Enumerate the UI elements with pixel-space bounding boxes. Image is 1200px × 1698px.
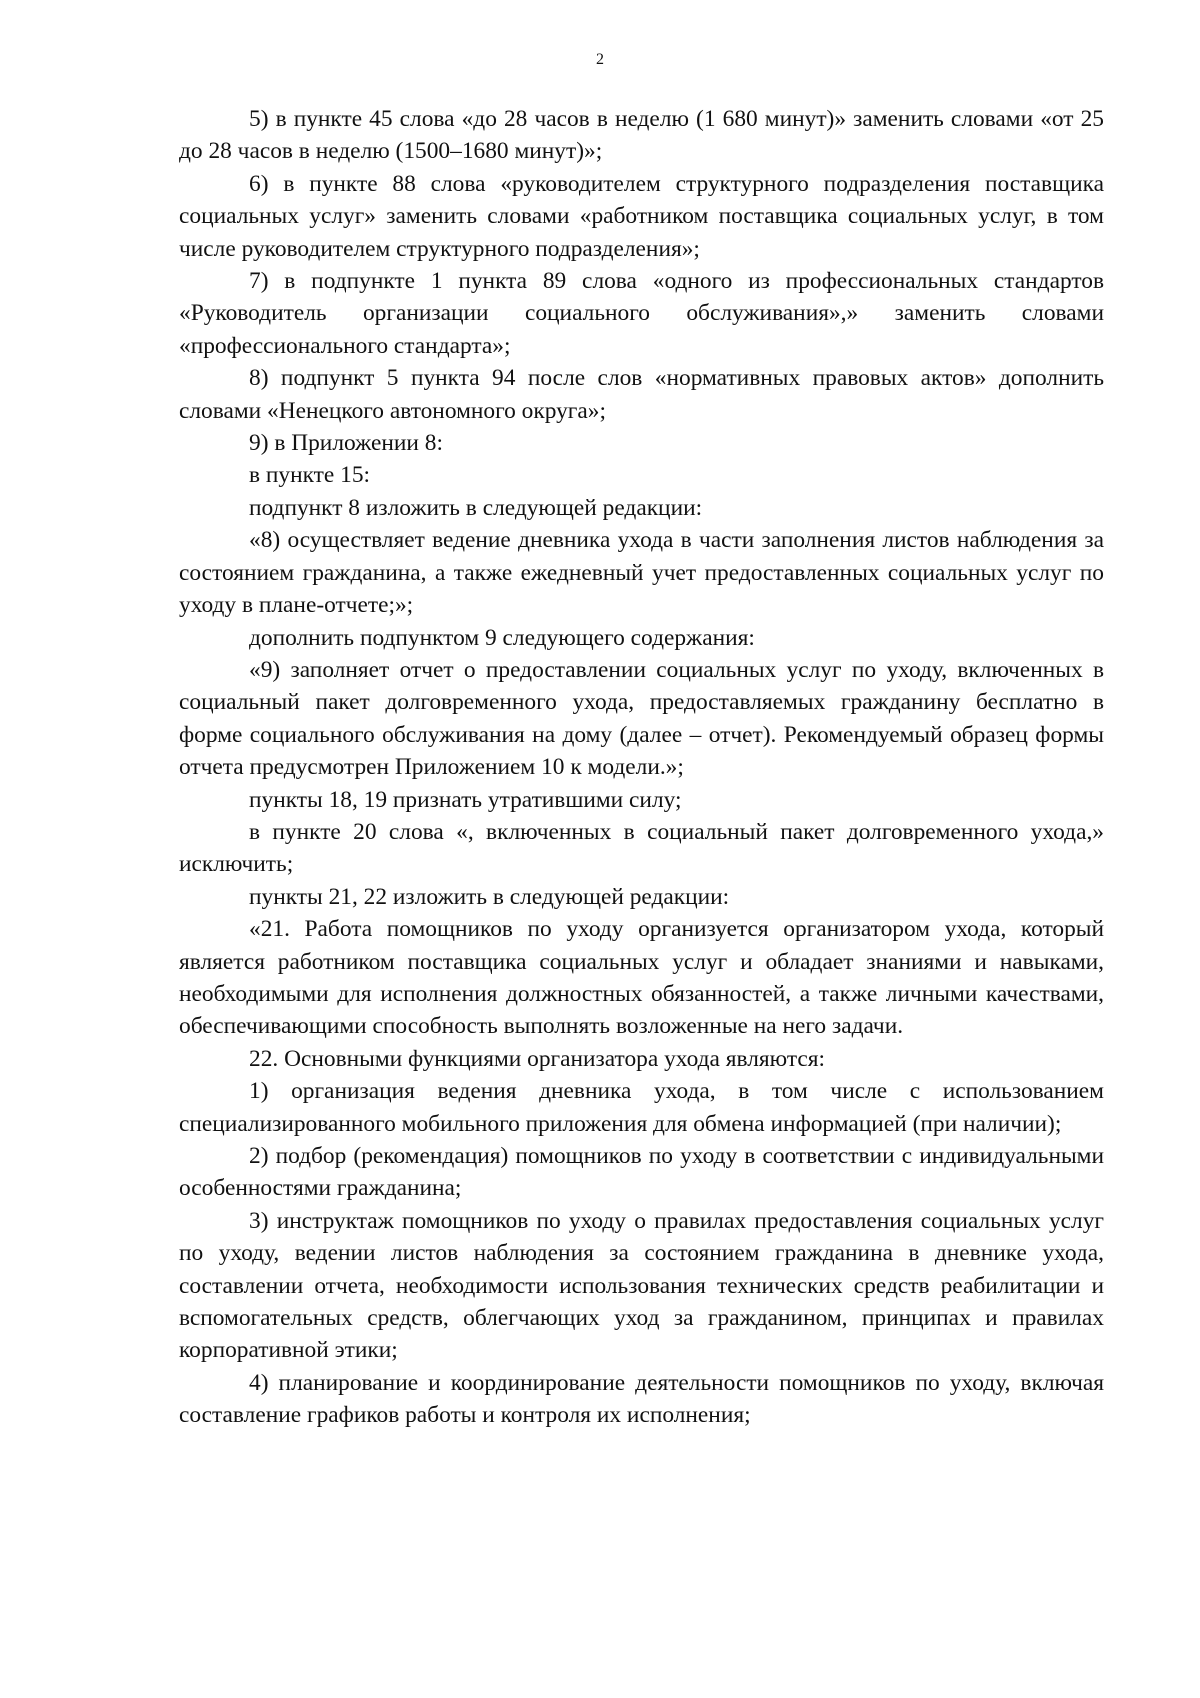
paragraph: пункты 21, 22 изложить в следующей редакции: xyxy=(249,883,730,910)
paragraph: 22. Основными функциями организатора ухода являются: xyxy=(249,1045,825,1072)
paragraph: 8) подпункт 5 пункта 94 после слов «нормативных правовых актов» дополнить словами «Ненецкого автономного округа»; xyxy=(179,365,1104,424)
paragraph: 9) в Приложении 8: xyxy=(249,430,443,457)
paragraph: 7) в подпункте 1 пункта 89 слова «одного из профессиональных стандартов «Руководитель организации социального обслуживания»,» заменить словами «профессионального стандарта»; xyxy=(179,268,1104,359)
paragraph: в пункте 15: xyxy=(249,462,371,489)
paragraph: 1) организация ведения дневника ухода, в том числе с использованием специализированного мобильного приложения для обмена информацией (при наличии); xyxy=(179,1078,1104,1137)
paragraph: «8) осуществляет ведение дневника ухода в части заполнения листов наблюдения за состоянием гражданина, а также ежедневный учет предоставленных социальных услуг по уходу в плане-отчете;»; xyxy=(179,527,1104,619)
paragraph: 4) планирование и координирование деятельности помощников по уходу, включая составление графиков работы и контроля их исполнения; xyxy=(179,1369,1104,1429)
paragraph: 5) в пункте 45 слова «до 28 часов в неделю (1 680 минут)» заменить словами «от 25 до 28 часов в неделю (1500–1680 минут)»; xyxy=(179,106,1104,165)
paragraph: в пункте 20 слова «, включенных в социальный пакет долговременного ухода,» исключить; xyxy=(179,818,1104,878)
paragraph: подпункт 8 изложить в следующей редакции: xyxy=(249,494,703,521)
document-body xyxy=(179,103,1104,1432)
paragraph: дополнить подпунктом 9 следующего содержания: xyxy=(249,624,755,651)
paragraph: «21. Работа помощников по уходу организуется организатором ухода, который является работником поставщика социальных услуг и обладает знаниями и навыками, необходимыми для исполнения должностных обязанностей, а также личными качествами, обеспечивающими способность выполнять возложенные на него задачи. xyxy=(179,916,1104,1040)
paragraph: «9) заполняет отчет о предоставлении социальных услуг по уходу, включенных в социальный пакет долговременного ухода, предоставляемых гражданину бесплатно в форме социального обслуживания на дому (далее – отчет). Рекомендуемый образец формы отчета предусмотрен Приложением 10 к модели.»; xyxy=(179,656,1104,781)
paragraph: 2) подбор (рекомендация) помощников по уходу в соответствии с индивидуальными особенностями гражданина; xyxy=(179,1143,1104,1202)
page-number: 2 xyxy=(596,51,604,68)
paragraph: пункты 18, 19 признать утратившими силу; xyxy=(249,786,682,813)
paragraph: 6) в пункте 88 слова «руководителем структурного подразделения поставщика социальных услуг» заменить словами «работником поставщика социальных услуг, в том числе руководителем структурного подразделения»; xyxy=(179,170,1104,262)
paragraph: 3) инструктаж помощников по уходу о правилах предоставления социальных услуг по уходу, ведении листов наблюдения за состоянием гражданина в дневнике ухода, составлении отчета, необходимости использования технических средств реабилитации и вспомогательных средств, облегчающих уход за гражданином, принципах и правилах корпоративной этики; xyxy=(179,1207,1104,1364)
